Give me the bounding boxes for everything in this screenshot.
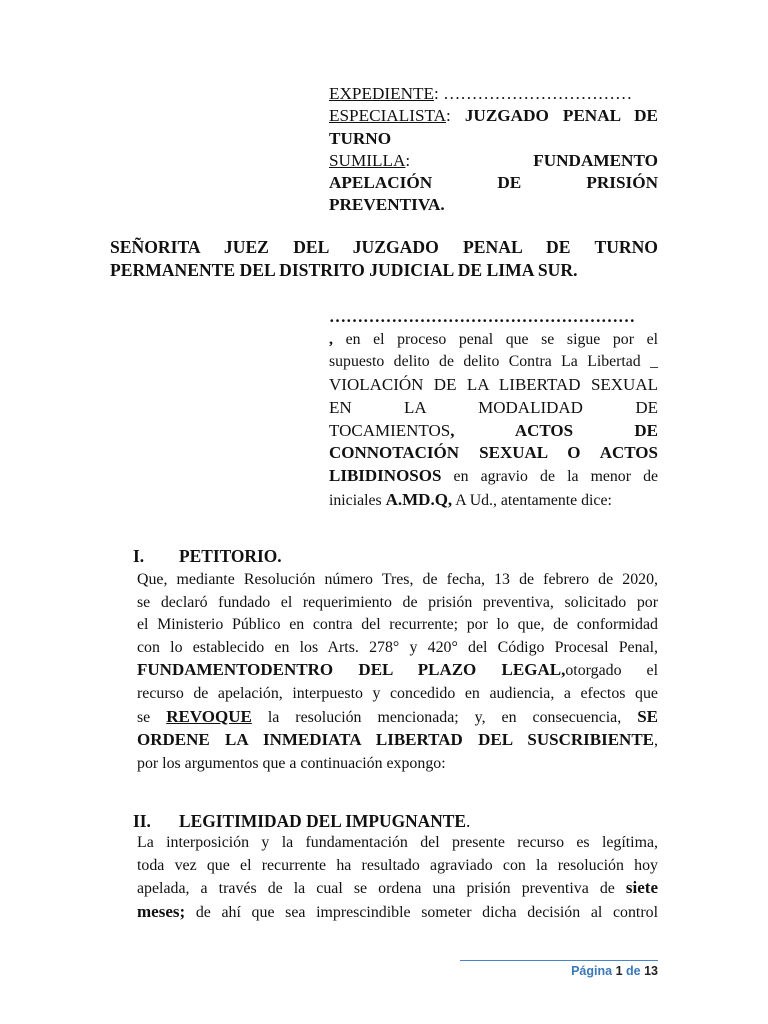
sumilla-line-2: APELACIÓN DE PRISIÓN — [329, 173, 658, 193]
expediente-value: : …………………………… — [434, 84, 633, 103]
sumilla-line: SUMILLA: FUNDAMENTO — [329, 150, 658, 170]
section-1-heading: I. PETITORIO. — [133, 546, 282, 566]
especialista-value-cont: TURNO — [329, 128, 392, 148]
intro-paragraph: ……………………………………………… , en el proceso penal que se sigue por el supuesto delito de delito Contra La Libertad _ VIOLACIÓN DE LA LIBERTAD SEXUAL EN LA MODALIDAD DE TOCAMIENTOS, ACTOS DE CONNOTACIÓN SEXUAL O ACTOS LIBIDINOSOS en agravio de la menor de iniciales A.MD.Q, A Ud., atentamente dice: — [329, 307, 658, 509]
address-line-1: SEÑORITA JUEZ DEL JUZGADO PENAL DE TURNO — [110, 237, 658, 257]
section-2-heading: II. LEGITIMIDAD DEL IMPUGNANTE. — [133, 811, 471, 831]
especialista-label: ESPECIALISTA — [329, 106, 447, 126]
section-2-body: La interposición y la fundamentación del presente recurso es legítima, toda vez que el recurrente ha resultado agraviado con la resolución hoy apelada, a través de la cual se ordena una prisión preventiva de siete meses; de ahí que sea imprescindible someter dicha decisión al control — [137, 834, 658, 921]
sumilla-label: SUMILLA — [329, 150, 406, 170]
sumilla-value: FUNDAMENTO — [533, 150, 658, 170]
especialista-value: JUZGADO PENAL DE — [464, 106, 659, 126]
footer-rule — [460, 960, 658, 961]
case-header — [329, 83, 658, 217]
expediente-line — [329, 83, 658, 105]
address-line-2: PERMANENTE DEL DISTRITO JUDICIAL DE LIMA SUR. — [110, 260, 578, 280]
page-number: Página 1 de 13 — [571, 964, 658, 978]
sumilla-line-3: PREVENTIVA. — [329, 195, 445, 215]
section-1-body: Que, mediante Resolución número Tres, de fecha, 13 de febrero de 2020, se declaró fundado el requerimiento de prisión preventiva, solicitado por el Ministerio Público en contra del recurrente; por lo que, de conformidad con lo establecido en los Arts. 278° y 420° del Código Procesal Penal, FUNDAMENTODENTRO DEL PLAZO LEGAL,otorgado el recurso de apelación, interpuesto y concedido en audiencia, a efectos que se REVOQUE la resolución mencionada; y, en consecuencia, SE ORDENE LA INMEDIATA LIBERTAD DEL SUSCRIBIENTE, por los argumentos que a continuación expongo: — [137, 571, 658, 772]
expediente-label: EXPEDIENTE — [329, 84, 435, 103]
court-address — [110, 236, 658, 282]
especialista-line: ESPECIALISTA: JUZGADO PENAL DE — [329, 106, 659, 126]
name-placeholder-dots: ……………………………………………… — [329, 307, 635, 326]
